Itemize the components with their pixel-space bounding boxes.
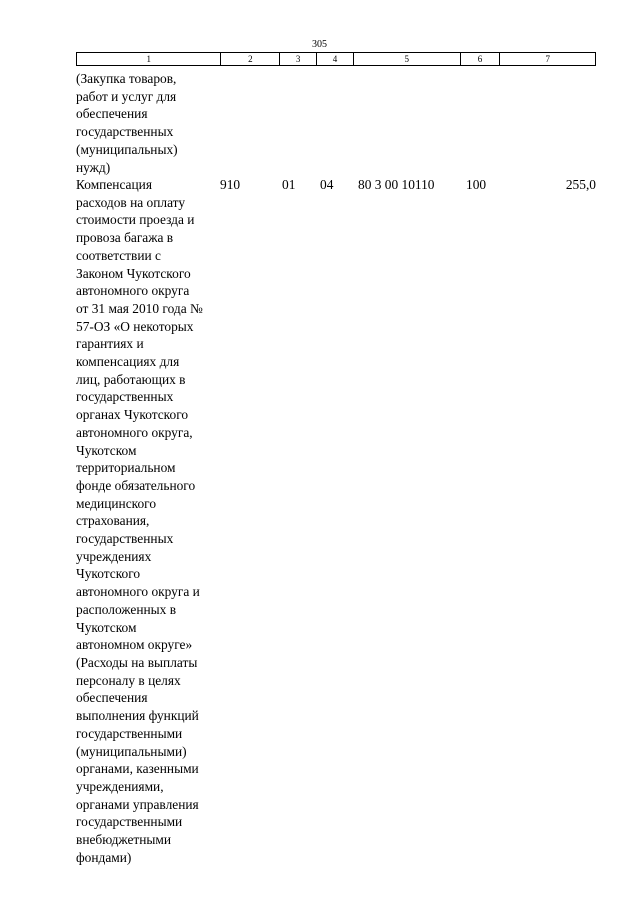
table-header bbox=[76, 52, 596, 66]
row-2-target-article: 80 3 00 10110 bbox=[358, 177, 435, 192]
header-col-7: 7 bbox=[545, 54, 550, 64]
row-2-description: Компенсация расходов на оплату стоимости проезда и провоза багажа в соответствии с Законом Чукотского автономного округа от 31 мая 2010 года № 57-ОЗ «О некоторых гарантиях и компенсациях для лиц, работающих в государственных органах Чукотского автономного округа, Чукотском территориальном фонде обязательного медицинского страхования, государственных учреждениях Чукотского автономного округа и расположенных в Чукотском автономном округе» (Расходы на выплаты персоналу в целях обеспечения выполнения функций государственными (муниципальными) органами, казенными учреждениями, органами управления государственными внебюджетными фондами) bbox=[76, 177, 203, 865]
page-number: 305 bbox=[312, 39, 327, 50]
header-col-6: 6 bbox=[461, 53, 501, 65]
row-2-section: 01 bbox=[282, 177, 296, 192]
row-2-amount: 255,0 bbox=[565, 177, 596, 192]
row-2-expense-type: 100 bbox=[466, 177, 487, 192]
header-col-1: 1 bbox=[77, 53, 221, 65]
header-col-2: 2 bbox=[221, 53, 280, 65]
row-1-description: (Закупка товаров, работ и услуг для обеспечения государственных (муниципальных) нужд) bbox=[76, 71, 178, 175]
row-2-code: 910 bbox=[220, 177, 241, 192]
header-col-4: 4 bbox=[317, 53, 354, 65]
header-col-5: 5 bbox=[354, 53, 461, 65]
row-2-subsection: 04 bbox=[320, 177, 334, 192]
header-col-3: 3 bbox=[280, 53, 317, 65]
